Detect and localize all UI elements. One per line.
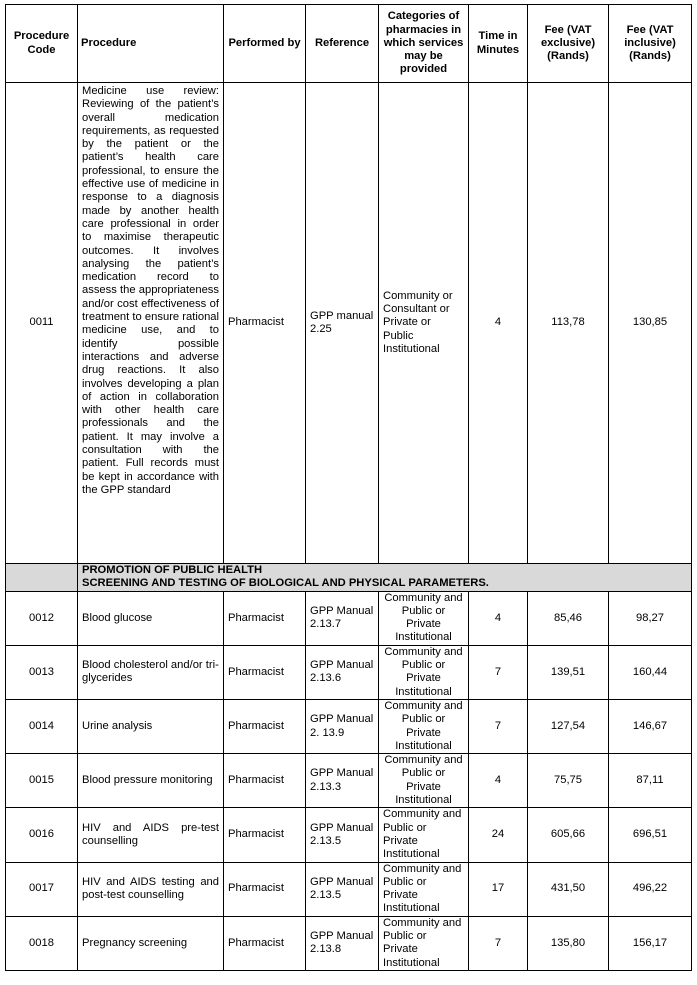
table-row — [6, 862, 692, 916]
procedure-description: HIV and AIDS testing and post-test counselling — [78, 862, 224, 916]
pharmacy-categories: Community and Public or Private Institutional — [379, 862, 469, 916]
fee-vat-inclusive: 87,11 — [609, 754, 692, 808]
fee-vat-exclusive: 139,51 — [528, 645, 609, 699]
fee-vat-inclusive: 496,22 — [609, 862, 692, 916]
fee-vat-inclusive: 130,85 — [609, 83, 692, 564]
header-procedure-code: Procedure Code — [6, 5, 78, 83]
procedure-code: 0017 — [6, 862, 78, 916]
reference: GPP Manual 2.13.5 — [306, 808, 379, 862]
time-in-minutes: 4 — [469, 754, 528, 808]
performed-by: Pharmacist — [224, 645, 306, 699]
section-title: PROMOTION OF PUBLIC HEALTH — [82, 564, 263, 576]
table-row — [6, 83, 692, 564]
fee-vat-inclusive: 160,44 — [609, 645, 692, 699]
fee-vat-exclusive: 135,80 — [528, 916, 609, 970]
reference: GPP Manual 2.13.7 — [306, 591, 379, 645]
procedure-description: Medicine use review: Reviewing of the patient’s overall medication requirements, as requested by the patient or the patient’s health care professional, to ensure the effective use of medicine in response to a diagnosis made by another health care professional in order to maximise therapeutic outcomes. It involves analysing the patient’s medication record to assess the appropriateness and/or cost effectiveness of treatment to ensure rational medicine use, and to identify possible interactions and adverse drug reactions. It also involves developing a plan of action in collaboration with other health care professionals and the patient. It may involve a consultation with the patient. Full records must be kept in accordance with the GPP standard — [78, 83, 224, 564]
procedure-code: 0015 — [6, 754, 78, 808]
performed-by: Pharmacist — [224, 808, 306, 862]
fee-vat-exclusive: 605,66 — [528, 808, 609, 862]
header-fee-vat-inclusive: Fee (VAT inclusive) (Rands) — [609, 5, 692, 83]
time-in-minutes: 7 — [469, 916, 528, 970]
reference: GPP Manual 2.13.6 — [306, 645, 379, 699]
pharmacy-categories: Community and Public or Private Institutional — [379, 916, 469, 970]
header-time: Time in Minutes — [469, 5, 528, 83]
reference: GPP Manual 2.13.5 — [306, 862, 379, 916]
header-row — [6, 5, 692, 83]
time-in-minutes: 7 — [469, 645, 528, 699]
pharmacy-categories: Community and Public or Private Institutional — [379, 699, 469, 753]
time-in-minutes: 7 — [469, 699, 528, 753]
time-in-minutes: 24 — [469, 808, 528, 862]
fee-vat-exclusive: 75,75 — [528, 754, 609, 808]
header-fee-vat-exclusive: Fee (VAT exclusive) (Rands) — [528, 5, 609, 83]
procedure-code: 0018 — [6, 916, 78, 970]
fee-vat-exclusive: 127,54 — [528, 699, 609, 753]
table-row — [6, 916, 692, 970]
performed-by: Pharmacist — [224, 591, 306, 645]
fee-vat-inclusive: 146,67 — [609, 699, 692, 753]
procedure-fee-table — [5, 4, 692, 971]
performed-by: Pharmacist — [224, 83, 306, 564]
section-subtitle: SCREENING AND TESTING OF BIOLOGICAL AND PHYSICAL PARAMETERS. — [82, 577, 489, 590]
reference: GPP manual 2.25 — [306, 83, 379, 564]
table-row — [6, 645, 692, 699]
reference: GPP Manual 2.13.3 — [306, 754, 379, 808]
procedure-code: 0014 — [6, 699, 78, 753]
performed-by: Pharmacist — [224, 862, 306, 916]
fee-vat-inclusive: 156,17 — [609, 916, 692, 970]
pharmacy-categories: Community and Public or Private Institutional — [379, 754, 469, 808]
header-procedure: Procedure — [78, 5, 224, 83]
fee-vat-inclusive: 98,27 — [609, 591, 692, 645]
procedure-description: Pregnancy screening — [78, 916, 224, 970]
procedure-description: Blood pressure monitoring — [78, 754, 224, 808]
performed-by: Pharmacist — [224, 754, 306, 808]
reference: GPP Manual 2.13.8 — [306, 916, 379, 970]
section-heading — [78, 564, 692, 592]
pharmacy-categories: Community and Public or Private Institutional — [379, 591, 469, 645]
fee-vat-exclusive: 113,78 — [528, 83, 609, 564]
procedure-description: Blood glucose — [78, 591, 224, 645]
procedure-code: 0011 — [6, 83, 78, 564]
procedure-description: Blood cholesterol and/or tri-glycerides — [78, 645, 224, 699]
procedure-code: 0012 — [6, 591, 78, 645]
pharmacy-categories: Community or Consultant or Private or Public Institutional — [379, 83, 469, 564]
procedure-description: Urine analysis — [78, 699, 224, 753]
header-categories: Categories of pharmacies in which services may be provided — [379, 5, 469, 83]
fee-vat-inclusive: 696,51 — [609, 808, 692, 862]
table-row — [6, 754, 692, 808]
fee-vat-exclusive: 85,46 — [528, 591, 609, 645]
procedure-description: HIV and AIDS pre-test counselling — [78, 808, 224, 862]
pharmacy-categories: Community and Public or Private Institutional — [379, 645, 469, 699]
fee-vat-exclusive: 431,50 — [528, 862, 609, 916]
table-row — [6, 591, 692, 645]
time-in-minutes: 4 — [469, 591, 528, 645]
reference: GPP Manual 2. 13.9 — [306, 699, 379, 753]
table-row — [6, 699, 692, 753]
header-reference: Reference — [306, 5, 379, 83]
time-in-minutes: 4 — [469, 83, 528, 564]
section-row — [6, 564, 692, 592]
procedure-code: 0013 — [6, 645, 78, 699]
table-row — [6, 808, 692, 862]
pharmacy-categories: Community and Public or Private Institutional — [379, 808, 469, 862]
time-in-minutes: 17 — [469, 862, 528, 916]
performed-by: Pharmacist — [224, 699, 306, 753]
header-performed-by: Performed by — [224, 5, 306, 83]
performed-by: Pharmacist — [224, 916, 306, 970]
procedure-code: 0016 — [6, 808, 78, 862]
